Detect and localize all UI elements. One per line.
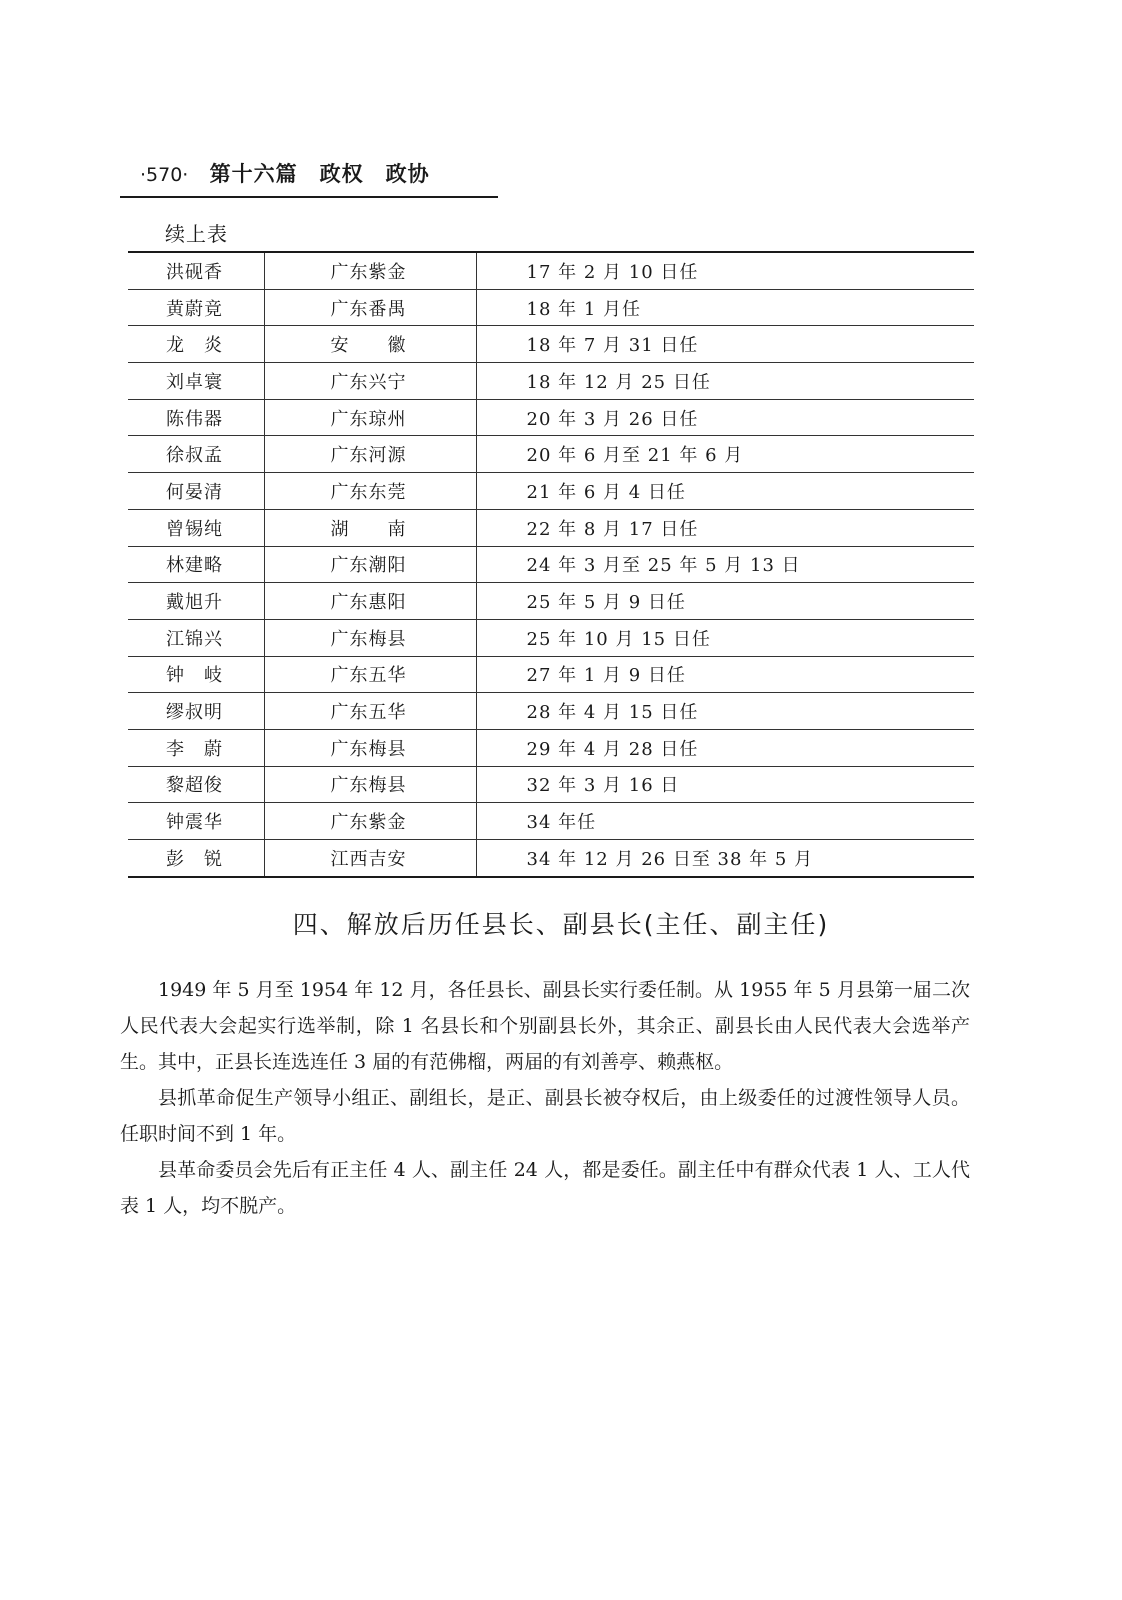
page-header [120,158,498,198]
term-cell: 20 年 3 月 26 日任 [476,399,974,436]
origin-cell: 广东惠阳 [264,583,476,620]
origin-cell: 广东兴宁 [264,363,476,400]
paragraph: 县抓革命促生产领导小组正、副组长，是正、副县长被夺权后，由上级委任的过渡性领导人员。任职时间不到 1 年。 [120,1087,970,1145]
table-row [128,509,974,546]
origin-cell: 广东梅县 [264,729,476,766]
origin-cell: 广东梅县 [264,619,476,656]
table-row [128,766,974,803]
term-cell: 25 年 5 月 9 日任 [476,583,974,620]
table-caption: 续上表 [165,222,228,246]
origin-cell: 广东潮阳 [264,546,476,583]
term-cell: 22 年 8 月 17 日任 [476,509,974,546]
table-row [128,729,974,766]
origin-cell: 湖 南 [264,509,476,546]
table-row [128,803,974,840]
table-row [128,656,974,693]
name-cell: 彭 锐 [128,840,264,877]
name-cell: 何晏清 [128,473,264,510]
name-cell: 龙 炎 [128,326,264,363]
page-number: ·570· [140,164,189,186]
name-cell: 刘卓寰 [128,363,264,400]
section-title: 四、解放后历任县长、副县长(主任、副主任) [292,910,830,939]
name-cell: 黎超俊 [128,766,264,803]
table-row [128,436,974,473]
origin-cell: 广东河源 [264,436,476,473]
term-cell: 21 年 6 月 4 日任 [476,473,974,510]
table-row [128,252,974,289]
name-cell: 黄蔚竟 [128,289,264,326]
term-cell: 27 年 1 月 9 日任 [476,656,974,693]
table-row [128,289,974,326]
name-cell: 洪砚香 [128,252,264,289]
name-cell: 李 蔚 [128,729,264,766]
name-cell: 钟震华 [128,803,264,840]
term-cell: 18 年 1 月任 [476,289,974,326]
term-cell: 28 年 4 月 15 日任 [476,693,974,730]
origin-cell: 广东东莞 [264,473,476,510]
term-cell: 18 年 7 月 31 日任 [476,326,974,363]
table-row [128,693,974,730]
origin-cell: 广东梅县 [264,766,476,803]
table-body [128,252,974,877]
name-cell: 戴旭升 [128,583,264,620]
origin-cell: 广东五华 [264,656,476,693]
table-row [128,363,974,400]
name-cell: 江锦兴 [128,619,264,656]
name-cell: 缪叔明 [128,693,264,730]
name-cell: 徐叔孟 [128,436,264,473]
origin-cell: 安 徽 [264,326,476,363]
table-row [128,619,974,656]
body-text [120,972,970,1224]
term-cell: 24 年 3 月至 25 年 5 月 13 日 [476,546,974,583]
origin-cell: 江西吉安 [264,840,476,877]
table-row [128,546,974,583]
term-cell: 34 年任 [476,803,974,840]
term-cell: 20 年 6 月至 21 年 6 月 [476,436,974,473]
term-cell: 34 年 12 月 26 日至 38 年 5 月 [526,848,814,870]
table-row [128,326,974,363]
name-cell: 陈伟器 [128,399,264,436]
table-row [128,583,974,620]
name-cell: 林建略 [128,546,264,583]
name-cell: 钟 岐 [128,656,264,693]
table-row [128,473,974,510]
chapter-title: 第十六篇 政权 政协 [209,162,430,186]
term-cell: 17 年 2 月 10 日任 [476,252,974,289]
origin-cell: 广东番禺 [264,289,476,326]
table-row [128,840,974,877]
term-cell: 29 年 4 月 28 日任 [476,729,974,766]
term-cell: 18 年 12 月 25 日任 [476,363,974,400]
term-cell: 32 年 3 月 16 日 [476,766,974,803]
county-magistrate-table [128,251,974,878]
origin-cell: 广东紫金 [264,803,476,840]
origin-cell: 广东琼州 [264,399,476,436]
table-row [128,399,974,436]
name-cell: 曾锡纯 [128,509,264,546]
origin-cell: 广东五华 [264,693,476,730]
paragraph: 县革命委员会先后有正主任 4 人、副主任 24 人，都是委任。副主任中有群众代表 1 人、工人代表 1 人，均不脱产。 [120,1159,970,1217]
paragraph: 1949 年 5 月至 1954 年 12 月，各任县长、副县长实行委任制。从 1955 年 5 月县第一届二次人民代表大会起实行选举制，除 1 名县长和个别副县长外，其余正、副县长由人民代表大会选举产生。其中，正县长连选连任 3 届的有范佛榴，两届的有刘善亭、赖燕枢。 [120,979,970,1073]
term-cell: 25 年 10 月 15 日任 [476,619,974,656]
origin-cell: 广东紫金 [264,252,476,289]
